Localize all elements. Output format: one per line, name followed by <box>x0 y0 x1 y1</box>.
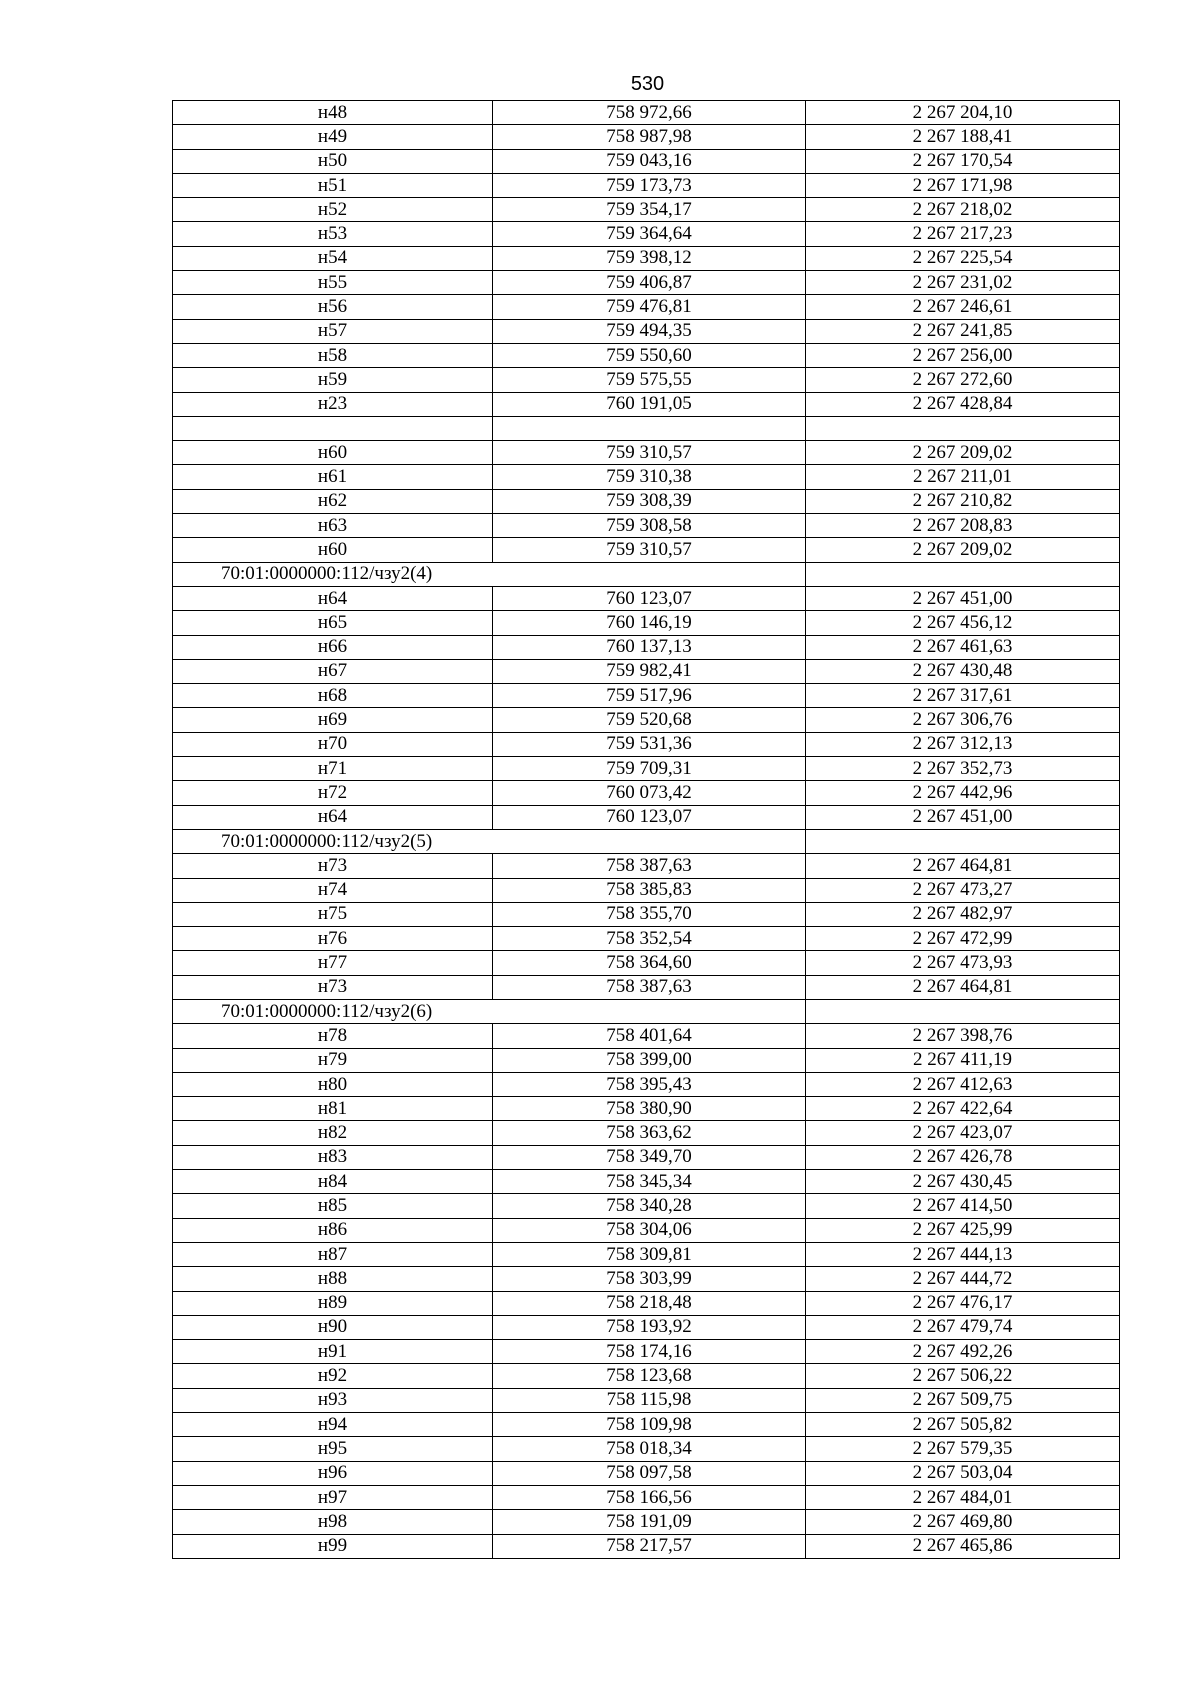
y-coordinate-cell: 2 267 469,80 <box>806 1510 1120 1534</box>
y-coordinate-cell: 2 267 218,02 <box>806 198 1120 222</box>
x-coordinate-cell: 760 123,07 <box>493 586 806 610</box>
section-label: 70:01:0000000:112/чзу2(5) <box>173 829 493 853</box>
y-coordinate-cell: 2 267 479,74 <box>806 1315 1120 1339</box>
empty-cell <box>806 416 1120 440</box>
point-name-cell: н51 <box>173 173 493 197</box>
table-row <box>173 1267 1120 1291</box>
y-coordinate-cell: 2 267 472,99 <box>806 927 1120 951</box>
point-name-cell: н88 <box>173 1267 493 1291</box>
point-name-cell: н99 <box>173 1534 493 1558</box>
x-coordinate-cell: 758 304,06 <box>493 1218 806 1242</box>
x-coordinate-cell: 759 398,12 <box>493 246 806 270</box>
x-coordinate-cell: 758 166,56 <box>493 1485 806 1509</box>
x-coordinate-cell: 758 097,58 <box>493 1461 806 1485</box>
x-coordinate-cell: 758 174,16 <box>493 1340 806 1364</box>
x-coordinate-cell: 758 340,28 <box>493 1194 806 1218</box>
y-coordinate-cell: 2 267 246,61 <box>806 295 1120 319</box>
y-coordinate-cell: 2 267 430,48 <box>806 659 1120 683</box>
point-name-cell: н63 <box>173 514 493 538</box>
x-coordinate-cell: 758 972,66 <box>493 101 806 125</box>
table-row <box>173 1461 1120 1485</box>
table-row <box>173 1291 1120 1315</box>
point-name-cell: н96 <box>173 1461 493 1485</box>
x-coordinate-cell: 759 520,68 <box>493 708 806 732</box>
point-name-cell: н61 <box>173 465 493 489</box>
table-row <box>173 319 1120 343</box>
table-row <box>173 489 1120 513</box>
y-coordinate-cell: 2 267 484,01 <box>806 1485 1120 1509</box>
y-coordinate-cell: 2 267 171,98 <box>806 173 1120 197</box>
table-row <box>173 392 1120 416</box>
table-row <box>173 927 1120 951</box>
point-name-cell: н81 <box>173 1097 493 1121</box>
table-row <box>173 708 1120 732</box>
x-coordinate-cell: 758 345,34 <box>493 1170 806 1194</box>
x-coordinate-cell: 759 494,35 <box>493 319 806 343</box>
y-coordinate-cell: 2 267 476,17 <box>806 1291 1120 1315</box>
x-coordinate-cell: 760 191,05 <box>493 392 806 416</box>
y-coordinate-cell: 2 267 422,64 <box>806 1097 1120 1121</box>
y-coordinate-cell: 2 267 208,83 <box>806 514 1120 538</box>
x-coordinate-cell: 759 517,96 <box>493 684 806 708</box>
y-coordinate-cell: 2 267 411,19 <box>806 1048 1120 1072</box>
y-coordinate-cell: 2 267 188,41 <box>806 125 1120 149</box>
table-row <box>173 149 1120 173</box>
table-row <box>173 951 1120 975</box>
y-coordinate-cell: 2 267 579,35 <box>806 1437 1120 1461</box>
y-coordinate-cell: 2 267 231,02 <box>806 271 1120 295</box>
x-coordinate-cell: 758 355,70 <box>493 902 806 926</box>
table-row <box>173 1364 1120 1388</box>
x-coordinate-cell: 759 364,64 <box>493 222 806 246</box>
table-row <box>173 1534 1120 1558</box>
y-coordinate-cell: 2 267 211,01 <box>806 465 1120 489</box>
point-name-cell: н54 <box>173 246 493 270</box>
point-name-cell: н72 <box>173 781 493 805</box>
point-name-cell: н80 <box>173 1072 493 1096</box>
x-coordinate-cell: 759 575,55 <box>493 368 806 392</box>
empty-cell <box>493 999 806 1023</box>
y-coordinate-cell: 2 267 423,07 <box>806 1121 1120 1145</box>
point-name-cell: н69 <box>173 708 493 732</box>
table-row <box>173 1072 1120 1096</box>
y-coordinate-cell: 2 267 451,00 <box>806 586 1120 610</box>
table-row <box>173 1194 1120 1218</box>
table-row <box>173 1024 1120 1048</box>
point-name-cell: н91 <box>173 1340 493 1364</box>
table-row <box>173 781 1120 805</box>
y-coordinate-cell: 2 267 170,54 <box>806 149 1120 173</box>
point-name-cell: н58 <box>173 343 493 367</box>
point-name-cell: н87 <box>173 1242 493 1266</box>
x-coordinate-cell: 760 073,42 <box>493 781 806 805</box>
empty-cell <box>806 562 1120 586</box>
y-coordinate-cell: 2 267 412,63 <box>806 1072 1120 1096</box>
x-coordinate-cell: 760 146,19 <box>493 611 806 635</box>
y-coordinate-cell: 2 267 352,73 <box>806 757 1120 781</box>
y-coordinate-cell: 2 267 209,02 <box>806 538 1120 562</box>
y-coordinate-cell: 2 267 209,02 <box>806 441 1120 465</box>
table-row <box>173 514 1120 538</box>
y-coordinate-cell: 2 267 509,75 <box>806 1388 1120 1412</box>
blank-row <box>173 416 1120 440</box>
empty-cell <box>173 416 493 440</box>
table-row <box>173 1242 1120 1266</box>
point-name-cell: н67 <box>173 659 493 683</box>
table-row <box>173 222 1120 246</box>
y-coordinate-cell: 2 267 430,45 <box>806 1170 1120 1194</box>
coordinates-table-body <box>173 101 1120 1559</box>
table-row <box>173 1340 1120 1364</box>
x-coordinate-cell: 759 310,57 <box>493 441 806 465</box>
point-name-cell: н57 <box>173 319 493 343</box>
x-coordinate-cell: 758 401,64 <box>493 1024 806 1048</box>
point-name-cell: н49 <box>173 125 493 149</box>
point-name-cell: н65 <box>173 611 493 635</box>
x-coordinate-cell: 759 354,17 <box>493 198 806 222</box>
empty-cell <box>493 562 806 586</box>
x-coordinate-cell: 758 399,00 <box>493 1048 806 1072</box>
table-row <box>173 271 1120 295</box>
x-coordinate-cell: 758 309,81 <box>493 1242 806 1266</box>
x-coordinate-cell: 758 380,90 <box>493 1097 806 1121</box>
y-coordinate-cell: 2 267 398,76 <box>806 1024 1120 1048</box>
x-coordinate-cell: 759 550,60 <box>493 343 806 367</box>
y-coordinate-cell: 2 267 503,04 <box>806 1461 1120 1485</box>
y-coordinate-cell: 2 267 204,10 <box>806 101 1120 125</box>
table-row <box>173 441 1120 465</box>
y-coordinate-cell: 2 267 225,54 <box>806 246 1120 270</box>
empty-cell <box>493 829 806 853</box>
point-name-cell: н76 <box>173 927 493 951</box>
table-row <box>173 1388 1120 1412</box>
point-name-cell: н98 <box>173 1510 493 1534</box>
table-row <box>173 659 1120 683</box>
x-coordinate-cell: 759 043,16 <box>493 149 806 173</box>
x-coordinate-cell: 759 982,41 <box>493 659 806 683</box>
table-row <box>173 101 1120 125</box>
table-row <box>173 635 1120 659</box>
page-number: 530 <box>630 73 665 95</box>
y-coordinate-cell: 2 267 414,50 <box>806 1194 1120 1218</box>
point-name-cell: н89 <box>173 1291 493 1315</box>
table-row <box>173 975 1120 999</box>
x-coordinate-cell: 759 310,38 <box>493 465 806 489</box>
table-row <box>173 854 1120 878</box>
y-coordinate-cell: 2 267 505,82 <box>806 1413 1120 1437</box>
point-name-cell: н92 <box>173 1364 493 1388</box>
x-coordinate-cell: 758 217,57 <box>493 1534 806 1558</box>
coordinates-table <box>172 100 1120 1559</box>
y-coordinate-cell: 2 267 241,85 <box>806 319 1120 343</box>
table-row <box>173 805 1120 829</box>
table-row <box>173 1437 1120 1461</box>
x-coordinate-cell: 758 191,09 <box>493 1510 806 1534</box>
x-coordinate-cell: 759 406,87 <box>493 271 806 295</box>
table-row <box>173 1097 1120 1121</box>
table-row <box>173 1218 1120 1242</box>
point-name-cell: н84 <box>173 1170 493 1194</box>
y-coordinate-cell: 2 267 428,84 <box>806 392 1120 416</box>
y-coordinate-cell: 2 267 217,23 <box>806 222 1120 246</box>
x-coordinate-cell: 758 349,70 <box>493 1145 806 1169</box>
point-name-cell: н73 <box>173 975 493 999</box>
point-name-cell: н78 <box>173 1024 493 1048</box>
table-row <box>173 1170 1120 1194</box>
point-name-cell: н60 <box>173 538 493 562</box>
y-coordinate-cell: 2 267 317,61 <box>806 684 1120 708</box>
point-name-cell: н53 <box>173 222 493 246</box>
point-name-cell: н82 <box>173 1121 493 1145</box>
point-name-cell: н83 <box>173 1145 493 1169</box>
point-name-cell: н85 <box>173 1194 493 1218</box>
point-name-cell: н95 <box>173 1437 493 1461</box>
section-label-row <box>173 829 1120 853</box>
x-coordinate-cell: 759 531,36 <box>493 732 806 756</box>
point-name-cell: н62 <box>173 489 493 513</box>
table-row <box>173 1413 1120 1437</box>
point-name-cell: н74 <box>173 878 493 902</box>
x-coordinate-cell: 760 137,13 <box>493 635 806 659</box>
table-row <box>173 1048 1120 1072</box>
x-coordinate-cell: 758 115,98 <box>493 1388 806 1412</box>
table-row <box>173 198 1120 222</box>
section-label-row <box>173 999 1120 1023</box>
table-row <box>173 586 1120 610</box>
x-coordinate-cell: 759 308,39 <box>493 489 806 513</box>
x-coordinate-cell: 759 709,31 <box>493 757 806 781</box>
x-coordinate-cell: 759 476,81 <box>493 295 806 319</box>
point-name-cell: н97 <box>173 1485 493 1509</box>
point-name-cell: н70 <box>173 732 493 756</box>
table-row <box>173 125 1120 149</box>
table-row <box>173 368 1120 392</box>
table-row <box>173 757 1120 781</box>
y-coordinate-cell: 2 267 506,22 <box>806 1364 1120 1388</box>
point-name-cell: н71 <box>173 757 493 781</box>
x-coordinate-cell: 758 387,63 <box>493 854 806 878</box>
point-name-cell: н86 <box>173 1218 493 1242</box>
point-name-cell: н73 <box>173 854 493 878</box>
y-coordinate-cell: 2 267 473,93 <box>806 951 1120 975</box>
y-coordinate-cell: 2 267 210,82 <box>806 489 1120 513</box>
x-coordinate-cell: 759 308,58 <box>493 514 806 538</box>
y-coordinate-cell: 2 267 492,26 <box>806 1340 1120 1364</box>
point-name-cell: н75 <box>173 902 493 926</box>
table-row <box>173 295 1120 319</box>
point-name-cell: н59 <box>173 368 493 392</box>
section-label: 70:01:0000000:112/чзу2(6) <box>173 999 493 1023</box>
y-coordinate-cell: 2 267 464,81 <box>806 975 1120 999</box>
table-row <box>173 732 1120 756</box>
y-coordinate-cell: 2 267 464,81 <box>806 854 1120 878</box>
table-row <box>173 1315 1120 1339</box>
table-row <box>173 878 1120 902</box>
table-row <box>173 343 1120 367</box>
x-coordinate-cell: 758 395,43 <box>493 1072 806 1096</box>
x-coordinate-cell: 758 352,54 <box>493 927 806 951</box>
section-label: 70:01:0000000:112/чзу2(4) <box>173 562 493 586</box>
x-coordinate-cell: 758 018,34 <box>493 1437 806 1461</box>
y-coordinate-cell: 2 267 444,13 <box>806 1242 1120 1266</box>
x-coordinate-cell: 758 303,99 <box>493 1267 806 1291</box>
x-coordinate-cell: 758 218,48 <box>493 1291 806 1315</box>
point-name-cell: н23 <box>173 392 493 416</box>
point-name-cell: н93 <box>173 1388 493 1412</box>
point-name-cell: н60 <box>173 441 493 465</box>
y-coordinate-cell: 2 267 306,76 <box>806 708 1120 732</box>
x-coordinate-cell: 758 364,60 <box>493 951 806 975</box>
x-coordinate-cell: 758 193,92 <box>493 1315 806 1339</box>
point-name-cell: н64 <box>173 586 493 610</box>
y-coordinate-cell: 2 267 272,60 <box>806 368 1120 392</box>
y-coordinate-cell: 2 267 461,63 <box>806 635 1120 659</box>
empty-cell <box>806 999 1120 1023</box>
point-name-cell: н79 <box>173 1048 493 1072</box>
point-name-cell: н50 <box>173 149 493 173</box>
table-row <box>173 1510 1120 1534</box>
x-coordinate-cell: 759 310,57 <box>493 538 806 562</box>
point-name-cell: н90 <box>173 1315 493 1339</box>
empty-cell <box>493 416 806 440</box>
point-name-cell: н52 <box>173 198 493 222</box>
y-coordinate-cell: 2 267 312,13 <box>806 732 1120 756</box>
y-coordinate-cell: 2 267 444,72 <box>806 1267 1120 1291</box>
empty-cell <box>806 829 1120 853</box>
y-coordinate-cell: 2 267 482,97 <box>806 902 1120 926</box>
table-row <box>173 684 1120 708</box>
y-coordinate-cell: 2 267 465,86 <box>806 1534 1120 1558</box>
table-row <box>173 1121 1120 1145</box>
point-name-cell: н55 <box>173 271 493 295</box>
point-name-cell: н66 <box>173 635 493 659</box>
y-coordinate-cell: 2 267 473,27 <box>806 878 1120 902</box>
table-row <box>173 538 1120 562</box>
point-name-cell: н94 <box>173 1413 493 1437</box>
table-row <box>173 246 1120 270</box>
x-coordinate-cell: 759 173,73 <box>493 173 806 197</box>
table-row <box>173 1145 1120 1169</box>
x-coordinate-cell: 758 385,83 <box>493 878 806 902</box>
table-row <box>173 611 1120 635</box>
point-name-cell: н68 <box>173 684 493 708</box>
point-name-cell: н56 <box>173 295 493 319</box>
x-coordinate-cell: 758 109,98 <box>493 1413 806 1437</box>
point-name-cell: н77 <box>173 951 493 975</box>
table-row <box>173 902 1120 926</box>
y-coordinate-cell: 2 267 256,00 <box>806 343 1120 367</box>
y-coordinate-cell: 2 267 451,00 <box>806 805 1120 829</box>
table-row <box>173 465 1120 489</box>
x-coordinate-cell: 758 987,98 <box>493 125 806 149</box>
x-coordinate-cell: 758 123,68 <box>493 1364 806 1388</box>
y-coordinate-cell: 2 267 456,12 <box>806 611 1120 635</box>
table-row <box>173 1485 1120 1509</box>
table-row <box>173 173 1120 197</box>
x-coordinate-cell: 758 387,63 <box>493 975 806 999</box>
x-coordinate-cell: 758 363,62 <box>493 1121 806 1145</box>
y-coordinate-cell: 2 267 426,78 <box>806 1145 1120 1169</box>
section-label-row <box>173 562 1120 586</box>
point-name-cell: н64 <box>173 805 493 829</box>
point-name-cell: н48 <box>173 101 493 125</box>
y-coordinate-cell: 2 267 442,96 <box>806 781 1120 805</box>
y-coordinate-cell: 2 267 425,99 <box>806 1218 1120 1242</box>
x-coordinate-cell: 760 123,07 <box>493 805 806 829</box>
